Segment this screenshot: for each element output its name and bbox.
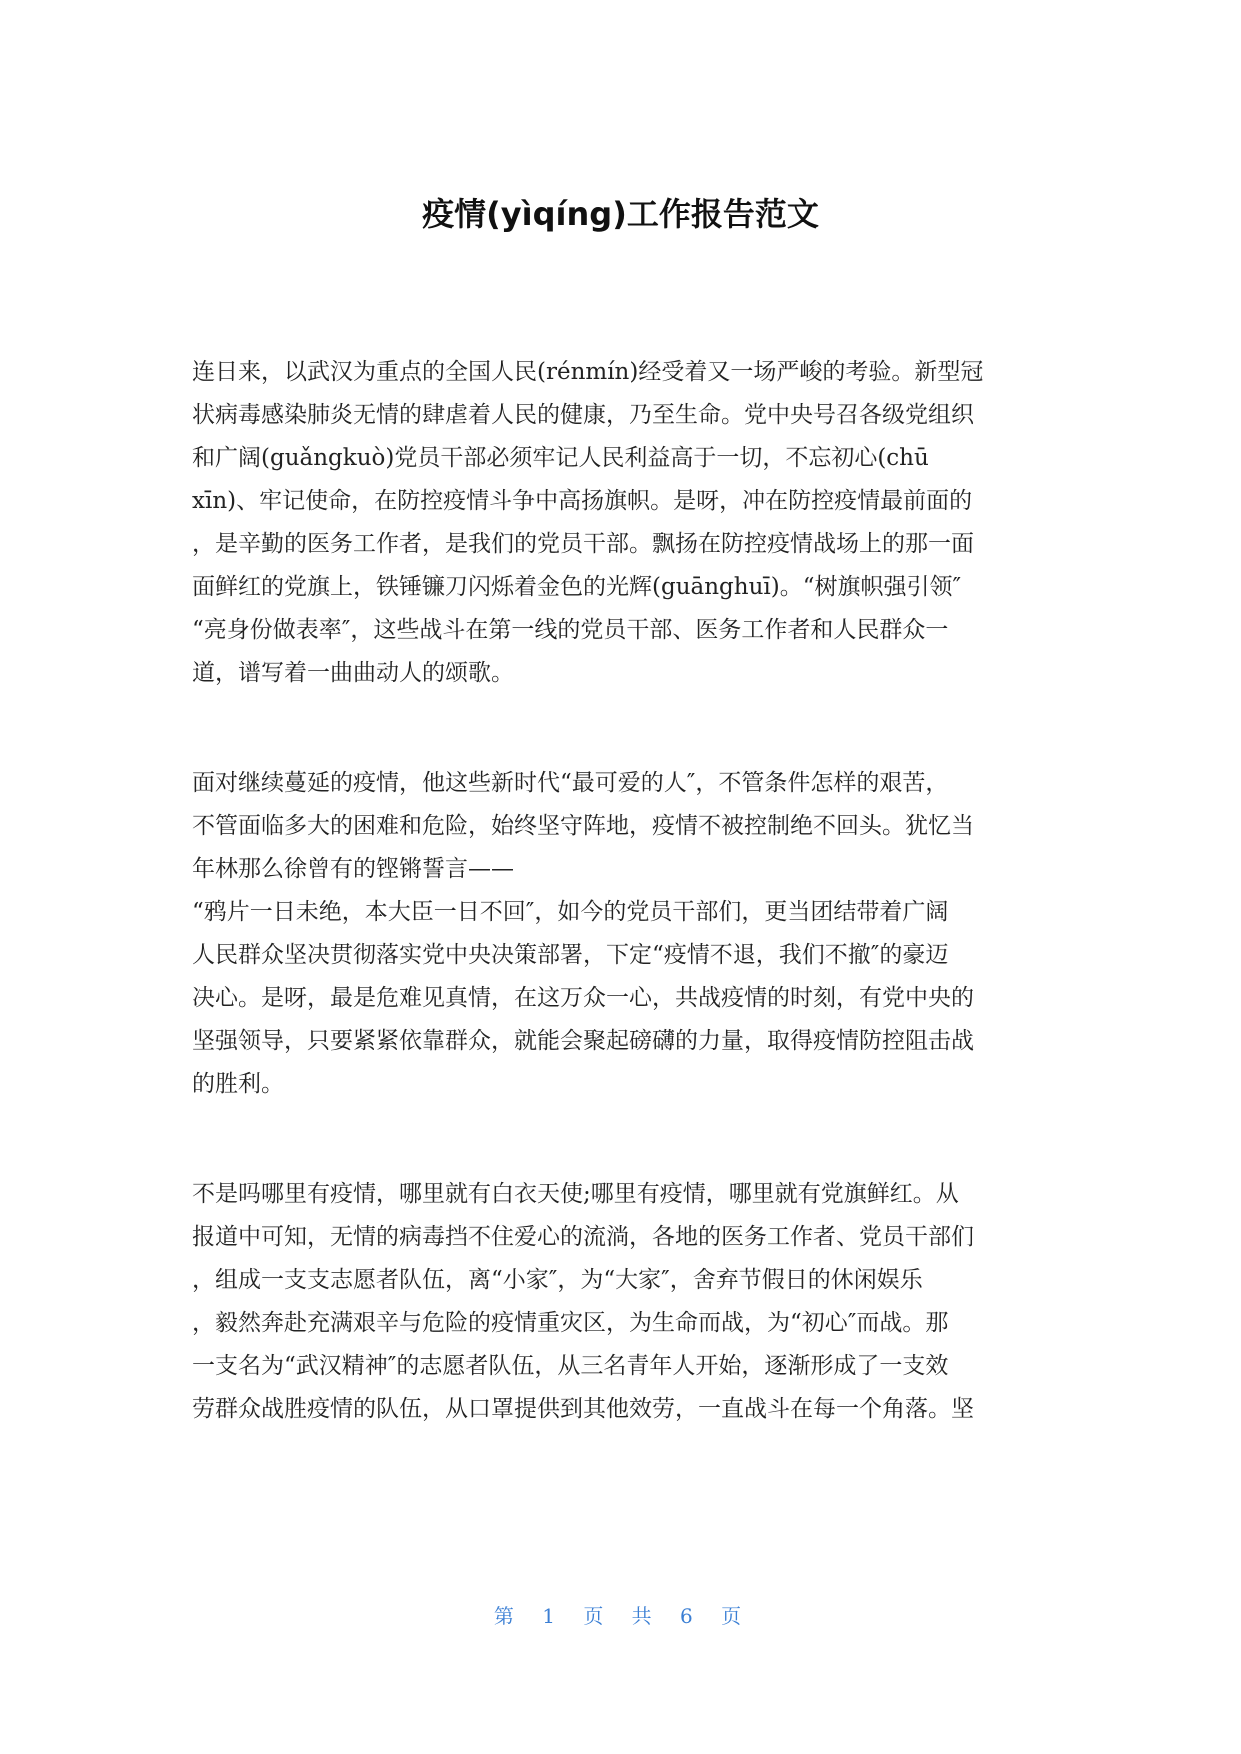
document-title: 疫情(yìqíng)工作报告范文 [422,195,819,233]
paragraph-1-line-5: ，是辛勤的医务工作者，是我们的党员干部。飘扬在防控疫情战场上的那一面 [192,531,974,557]
paragraph-3-line-3: ，组成一支支志愿者队伍，离“小家″，为“大家″，舍弃节假日的休闲娱乐 [192,1267,923,1293]
paragraph-1-line-1: 连日来，以武汉为重点的全国人民(rénmín)经受着又一场严峻的考验。新型冠 [192,359,984,385]
paragraph-3-line-2: 报道中可知，无情的病毒挡不住爱心的流淌，各地的医务工作者、党员干部们 [192,1224,974,1250]
paragraph-2-line-3: 年林那么徐曾有的铿锵誓言—— [192,856,514,882]
paragraph-1-line-7: “亮身份做表率″，这些战斗在第一线的党员干部、医务工作者和人民群众一 [192,617,949,643]
paragraph-2-line-4: “鸦片一日未绝，本大臣一日不回″，如今的党员干部们，更当团结带着广阔 [192,899,949,925]
paragraph-2-line-2: 不管面临多大的困难和危险，始终坚守阵地，疫情不被控制绝不回头。犹忆当 [192,813,974,839]
paragraph-2-line-6: 决心。是呀，最是危难见真情，在这万众一心，共战疫情的时刻，有党中央的 [192,985,974,1011]
paragraph-3-line-4: ，毅然奔赴充满艰辛与危险的疫情重灾区，为生命而战，为“初心″而战。那 [192,1310,949,1336]
paragraph-2-line-1: 面对继续蔓延的疫情，他这些新时代“最可爱的人″，不管条件怎样的艰苦， [192,770,949,796]
paragraph-1-line-4: xīn)、牢记使命，在防控疫情斗争中高扬旗帜。是呀，冲在防控疫情最前面的 [192,488,973,514]
paragraph-2-line-5: 人民群众坚决贯彻落实党中央决策部署，下定“疫情不退，我们不撤″的豪迈 [192,942,949,968]
paragraph-1-line-6: 面鲜红的党旗上，铁锤镰刀闪烁着金色的光辉(guānghuī)。“树旗帜强引领″ [192,574,962,600]
paragraph-3-line-5: 一支名为“武汉精神″的志愿者队伍，从三名青年人开始，逐渐形成了一支效 [192,1353,949,1379]
paragraph-1-line-8: 道，谱写着一曲曲动人的颂歌。 [192,660,514,686]
paragraph-2-line-7: 坚强领导，只要紧紧依靠群众，就能会聚起磅礴的力量，取得疫情防控阻击战 [192,1028,974,1054]
paragraph-3-line-6: 劳群众战胜疫情的队伍，从口罩提供到其他效劳，一直战斗在每一个角落。坚 [192,1396,974,1422]
paragraph-1-line-2: 状病毒感染肺炎无情的肆虐着人民的健康，乃至生命。党中央号召各级党组织 [192,402,974,428]
paragraph-3-line-1: 不是吗哪里有疫情，哪里就有白衣天使;哪里有疫情，哪里就有党旗鲜红。从 [192,1181,959,1207]
paragraph-2-line-8: 的胜利。 [192,1071,284,1097]
paragraph-1-line-3: 和广阔(guǎngkuò)党员干部必须牢记人民利益高于一切，不忘初心(chū [192,445,929,471]
page-number-footer: 第 1 页 共 6 页 [493,1604,748,1628]
